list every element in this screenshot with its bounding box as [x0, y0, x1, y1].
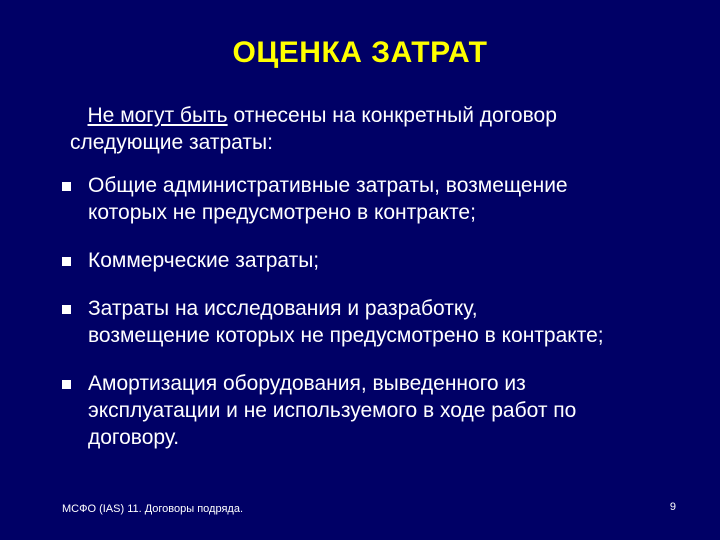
- list-item-text: эксплуатации и не используемого в ходе работ по: [88, 399, 577, 422]
- list-item: [60, 295, 700, 349]
- list-item: [60, 172, 700, 226]
- intro-prefix: [70, 104, 88, 127]
- cost-list: [60, 172, 700, 472]
- intro-text: отнесены на конкретный договор: [227, 104, 557, 127]
- page-number: 9: [669, 501, 676, 513]
- intro-text-line2: следующие затраты:: [70, 131, 273, 154]
- list-item-text: Амортизация оборудования, выведенного из: [88, 372, 526, 395]
- square-bullet-icon: [62, 305, 71, 314]
- square-bullet-icon: [62, 182, 71, 191]
- square-bullet-icon: [62, 380, 71, 389]
- list-item-text: Коммерческие затраты;: [88, 249, 320, 272]
- slide-title: ОЦЕНКА ЗАТРАТ: [232, 36, 488, 69]
- intro-underlined-text: Не могут быть: [87, 104, 228, 127]
- intro-paragraph: [70, 102, 670, 156]
- list-item: [60, 370, 700, 451]
- list-item: [60, 247, 700, 274]
- list-item-text: Общие административные затраты, возмещение: [88, 174, 568, 197]
- list-item-text: возмещение которых не предусмотрено в контракте;: [88, 324, 604, 347]
- list-item-text: которых не предусмотрено в контракте;: [88, 201, 476, 224]
- slide-footer: МСФО (IAS) 11. Договоры подряда.: [62, 503, 244, 515]
- list-item-text: договору.: [88, 426, 180, 449]
- list-item-text: Затраты на исследования и разработку,: [88, 297, 478, 320]
- square-bullet-icon: [62, 257, 71, 266]
